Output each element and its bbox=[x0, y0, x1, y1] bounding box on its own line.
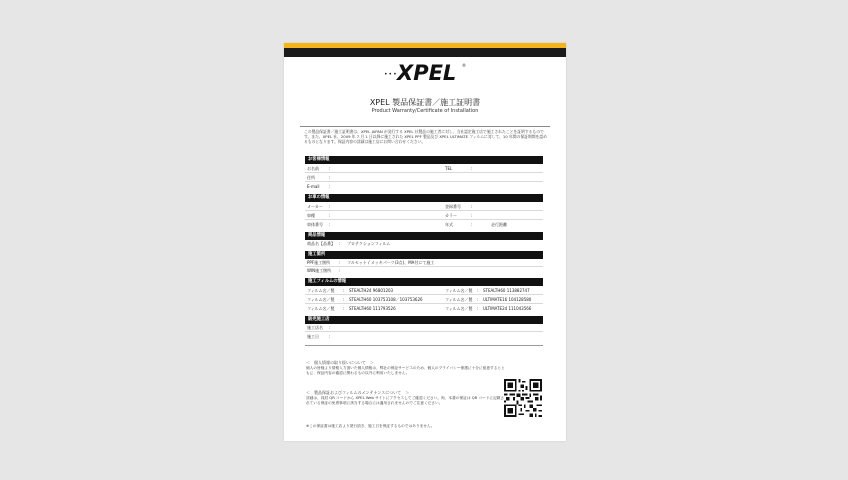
row-line bbox=[305, 303, 543, 304]
label-color: カラー bbox=[445, 213, 457, 218]
label-film: フィルム名／製 bbox=[445, 288, 473, 293]
logo-wordmark: XPEL bbox=[397, 61, 457, 85]
label-name: お名前 bbox=[307, 166, 319, 171]
document-title: XPEL 製品保証書／施工証明書 bbox=[369, 98, 481, 107]
value-film: STEALTH60 113882747 bbox=[483, 288, 530, 293]
value-product-name: プロテクションフィルム bbox=[347, 241, 391, 246]
label-mileage: 走行距離 bbox=[491, 222, 507, 227]
value-film: STEALTH60 103753108／103753626 bbox=[349, 297, 423, 302]
section-dealer-header: 販売施工店 bbox=[305, 316, 543, 324]
label-tel: TEL bbox=[445, 166, 453, 171]
row-vehicle-chassis: 車体番号 : 年式 : 走行距離 bbox=[307, 222, 507, 227]
value-film: ULTIMATE24 111043566 bbox=[483, 306, 532, 311]
logo-trademark: ® bbox=[462, 63, 466, 68]
row-shop-name: 施工店名 : bbox=[307, 325, 331, 330]
row-vehicle-maker: メーカー : 登録番号 : bbox=[307, 204, 473, 209]
row-customer-address: 住所 : bbox=[307, 175, 331, 180]
row-line bbox=[305, 219, 543, 220]
label-shop-name: 施工店名 bbox=[307, 325, 323, 330]
privacy-note-title: ＜ 個人情報の取り扱いについて ＞ bbox=[306, 360, 374, 365]
row-line bbox=[305, 266, 543, 267]
row-install-date: 施工日 : bbox=[307, 334, 331, 339]
row-line bbox=[305, 210, 543, 211]
film-row: フィルム名／製 : STEALTH60 103753108／103753626 フィルム名／製 : ULTIMATE16 104128580 bbox=[307, 297, 532, 302]
row-window-areas: WIN施工箇所 : bbox=[307, 268, 341, 273]
section-product-header: 商品情報 bbox=[305, 232, 543, 240]
footer-note: ※この保証書は施工店より発行頂き、施工日を保証するものではありません。 bbox=[306, 424, 435, 428]
film-row: フィルム名／製 : STEALTH60 111793526 フィルム名／製 : ULTIMATE24 111043566 bbox=[307, 306, 532, 311]
privacy-note-text: 個人の皆様より情報入力頂いた個人情報は、弊社の保証サービスのため、個人のプライバシー保護に十分に留意するとともに、保証内容の確認に関わるもの以外に利用いたしません。 bbox=[306, 366, 505, 376]
xpel-logo bbox=[384, 63, 474, 85]
label-product-name: 商品名【品番】 bbox=[307, 241, 335, 246]
row-ppf-areas: PPF施工箇所 : フルセット / メッキパーツ(3点)、MA付にて施工 bbox=[307, 260, 435, 265]
film-row: フィルム名／製 : STEALTH24 96801203 フィルム名／製 : STEALTH60 113882747 bbox=[307, 288, 530, 293]
section-films-header: 施工フィルムの情報 bbox=[305, 278, 543, 286]
label-window-areas: WIN施工箇所 bbox=[307, 268, 332, 273]
document-subtitle: Product Warranty/Certificate of Installation bbox=[371, 108, 479, 114]
intro-paragraph: この製品保証書／施工証明書は、XPEL JAPAN が発行する XPEL 社製品の施工者に対し、当社認定施工店で施工されたことを証明するものです。また、XPEL 社、2009 年 7 月 1 日以降に施工された XPEL PPF 製品及び XPEL ULTIMATE フィルムに対して、10 年間の保証期間を認めるものとなります。保証内容の詳細は施工店にお問い合わせください。 bbox=[304, 129, 547, 145]
row-customer-email: E-mail : bbox=[307, 184, 331, 189]
label-maker: メーカー bbox=[307, 204, 323, 209]
row-product-name: 商品名【品番】 : プロテクションフィルム bbox=[307, 241, 391, 246]
label-install-date: 施工日 bbox=[307, 334, 319, 339]
warranty-note-title: ＜ 製品保証およびフィルムのメンテナンスについて ＞ bbox=[306, 390, 410, 395]
row-vehicle-model: 車種 : カラー : bbox=[307, 213, 473, 218]
label-model: 車種 bbox=[307, 213, 315, 218]
warranty-note-text: 詳細は、同封 QR コードから XPEL Web サイトにアクセスしてご確認ください。尚、本書の保証は QR コードに記載されている保証の免責事項に該当する場合には適用されませんのでご注意ください。 bbox=[306, 396, 505, 406]
section-install-header: 施工箇所 bbox=[305, 251, 543, 259]
row-line bbox=[305, 181, 543, 182]
label-registration: 登録番号 bbox=[445, 204, 461, 209]
label-film: フィルム名／製 bbox=[445, 297, 473, 302]
row-line bbox=[305, 331, 543, 332]
label-film: フィルム名／製 bbox=[307, 306, 335, 311]
value-film: STEALTH24 96801203 bbox=[349, 288, 394, 293]
section-end-rule bbox=[305, 345, 543, 346]
value-ppf-areas: フルセット / メッキパーツ(3点)、MA付にて施工 bbox=[347, 260, 435, 265]
row-line bbox=[305, 172, 543, 173]
section-vehicle-header: お車の情報 bbox=[305, 194, 543, 202]
label-film: フィルム名／製 bbox=[307, 297, 335, 302]
label-film: フィルム名／製 bbox=[307, 288, 335, 293]
label-film: フィルム名／製 bbox=[445, 306, 473, 311]
logo-dots: ••• bbox=[384, 71, 398, 78]
label-email: E-mail bbox=[307, 184, 320, 189]
row-line bbox=[305, 294, 543, 295]
label-address: 住所 bbox=[307, 175, 315, 180]
warranty-document bbox=[284, 43, 566, 441]
value-film: ULTIMATE16 104128580 bbox=[483, 297, 532, 302]
title-divider bbox=[300, 126, 550, 127]
section-customer-header: お客様情報 bbox=[305, 156, 543, 164]
row-customer-name: お名前 : TEL : bbox=[307, 166, 473, 171]
label-chassis: 車体番号 bbox=[307, 222, 323, 227]
label-ppf-areas: PPF施工箇所 bbox=[307, 260, 331, 265]
qr-code-icon bbox=[504, 379, 542, 417]
black-header-band bbox=[284, 48, 566, 57]
value-film: STEALTH60 111793526 bbox=[349, 306, 396, 311]
label-year: 年式 bbox=[445, 222, 453, 227]
